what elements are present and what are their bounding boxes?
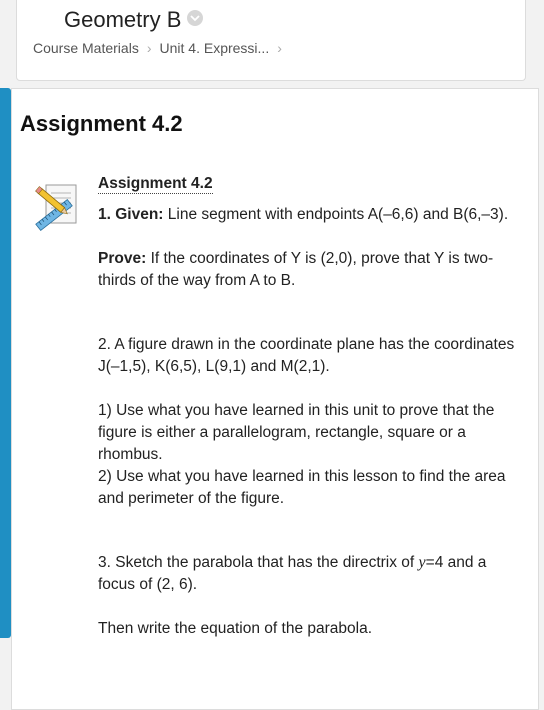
question-2-part-1: 1) Use what you have learned in this unit to prove that the figure is either a parallelogram, rectangle, square or a rhombus. <box>98 402 495 463</box>
question-1 <box>98 204 523 226</box>
page-title: Assignment 4.2 <box>20 111 183 136</box>
breadcrumb <box>33 40 290 56</box>
breadcrumb-item-unit[interactable]: Unit 4. Expressi... <box>159 40 270 56</box>
question-1-text: Line segment with endpoints A(–6,6) and B(6,–3). <box>167 206 509 223</box>
chevron-right-icon[interactable]: › <box>277 40 282 56</box>
accent-bar <box>0 88 11 638</box>
question-3-followup: Then write the equation of the parabola. <box>98 620 373 637</box>
prove-text: If the coordinates of Y is (2,0), prove that Y is two-thirds of the way from A to B. <box>98 250 494 289</box>
assignment-title[interactable]: Assignment 4.2 <box>98 175 213 192</box>
question-1-label: 1. Given: <box>98 206 164 223</box>
question-2: 2. A figure drawn in the coordinate plane has the coordinates J(–1,5), K(6,5), L(9,1) and M(2,1). <box>98 336 515 375</box>
course-title-row[interactable] <box>64 7 203 33</box>
chevron-right-icon: › <box>146 40 152 56</box>
question-3 <box>98 552 523 596</box>
assignment-icon <box>32 181 82 233</box>
prove-label: Prove: <box>98 250 147 267</box>
assignment-card <box>11 88 539 710</box>
breadcrumb-item-course-materials[interactable]: Course Materials <box>33 40 139 56</box>
course-header <box>16 0 526 81</box>
assignment-content <box>98 173 523 662</box>
question-3-variable: y <box>418 554 426 571</box>
question-2-part-2: 2) Use what you have learned in this lesson to find the area and perimeter of the figure. <box>98 468 506 507</box>
question-1-prove <box>98 248 523 292</box>
course-title[interactable]: Geometry B <box>64 7 182 32</box>
question-3-text: 3. Sketch the parabola that has the directrix of <box>98 554 415 571</box>
question-3-rest: =4 and a focus of (2, 6). <box>98 554 487 593</box>
chevron-down-icon[interactable] <box>187 10 203 26</box>
